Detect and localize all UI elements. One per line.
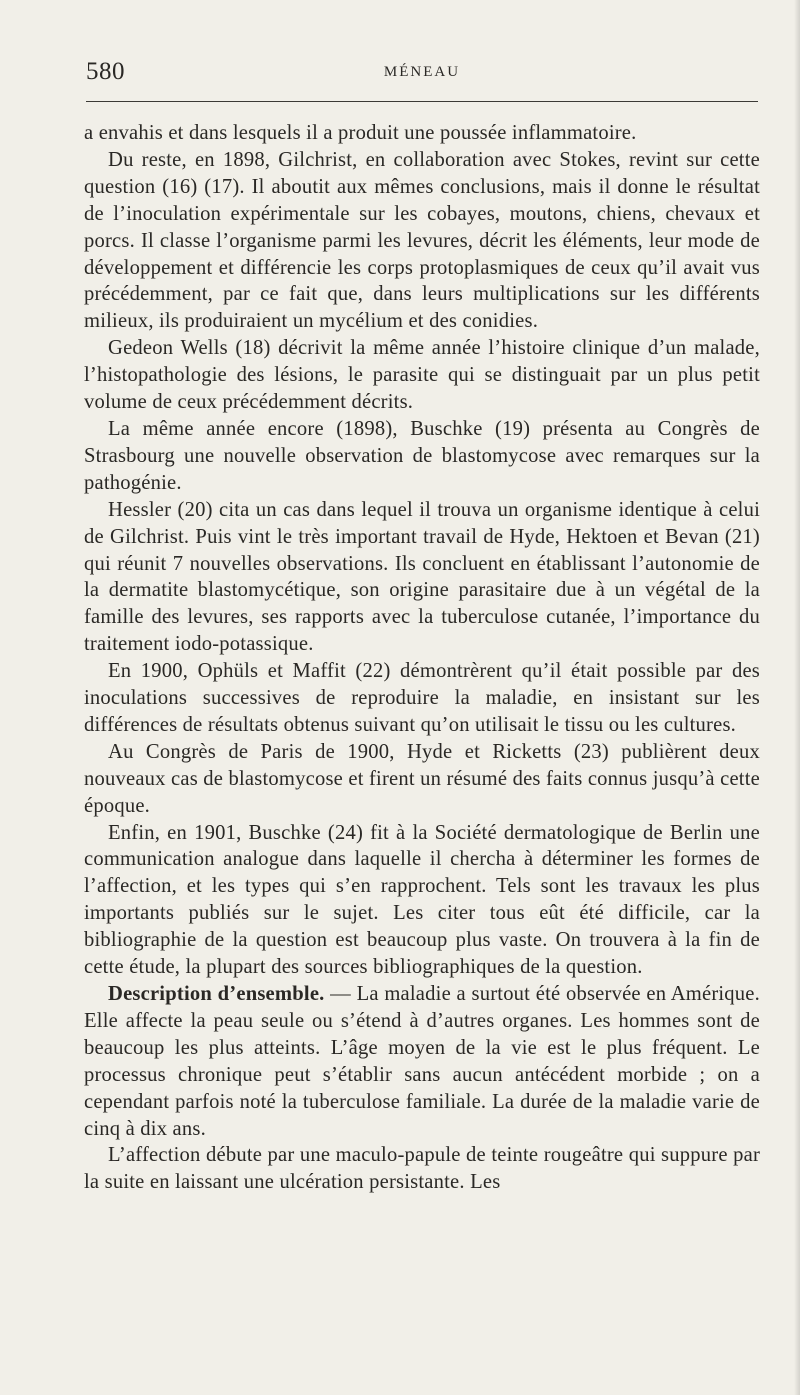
paragraph: Du reste, en 1898, Gilchrist, en collaboration avec Stokes, revint sur cette question (16) (17). Il aboutit aux mêmes conclusions, mais il donne le résultat de l’inoculation expérimentale sur les cobayes, moutons, chiens, chevaux et porcs. Il classe l’organisme parmi les levures, décrit les éléments, leur mode de développement et différencie les corps protoplasmiques de ceux qu’il avait vus précédemment, par ce fait que, dans leurs multiplications sur les différents milieux, ils produiraient un mycélium et des conidies. [84, 148, 760, 333]
page-edge [794, 0, 800, 1395]
paragraph: L’affection débute par une maculo-papule de teinte rougeâtre qui suppure par la suite en laissant une ulcération persistante. Les [84, 1144, 760, 1194]
header-rule [86, 101, 758, 102]
section-heading: Description d’ensemble. [108, 983, 325, 1005]
running-head: MÉNEAU [383, 64, 461, 80]
paragraph: Au Congrès de Paris de 1900, Hyde et Ricketts (23) publièrent deux nouveaux cas de blastomycose et firent un résumé des faits connus jusqu’à cette époque. [84, 740, 760, 817]
paragraph: Enfin, en 1901, Buschke (24) fit à la Société dermatologique de Berlin une communication analogue dans laquelle il chercha à déterminer les formes de l’affection, et les types qui s’en rapprochent. Tels sont les travaux les plus importants publiés sur le sujet. Les citer tous eût été difficile, car la bibliographie de la question est beaucoup plus vaste. On trouvera à la fin de cette étude, la plupart des sources bibliographiques de la question. [84, 821, 760, 979]
body-text [84, 120, 760, 1196]
page-header [86, 58, 758, 98]
page-number: 580 [86, 58, 125, 85]
paragraph: Hessler (20) cita un cas dans lequel il trouva un organisme identique à celui de Gilchrist. Puis vint le très important travail de Hyde, Hektoen et Bevan (21) qui réunit 7 nouvelles observations. Ils concluent en établissant l’autonomie de la dermatite blastomycétique, son origine parasitaire due à un végétal de la famille des levures, ses rapports avec la tuberculose cutanée, l’importance du traitement iodo-potassique. [84, 498, 760, 656]
paragraph: Description d’ensemble. — La maladie a surtout été observée en Amérique. Elle affecte la peau seule ou s’étend à d’autres organes. Les hommes sont de beaucoup les plus atteints. L’âge moyen de la vie est le plus fréquent. Le processus chronique peut s’établir sans aucun antécédent morbide ; on a cependant parfois noté la tuberculose familiale. La durée de la maladie varie de cinq à dix ans. [84, 983, 760, 1140]
paragraph: Gedeon Wells (18) décrivit la même année l’histoire clinique d’un malade, l’histopathologie des lésions, le parasite qui se distinguait par un plus petit volume de ceux précédemment décrits. [84, 337, 760, 414]
paragraph: a envahis et dans lesquels il a produit une poussée inflammatoire. [84, 122, 637, 144]
paragraph: En 1900, Ophüls et Maffit (22) démontrèrent qu’il était possible par des inoculations successives de reproduire la maladie, en insistant sur les différences de résultats obtenus suivant qu’on utilisait le tissu ou les cultures. [84, 660, 760, 736]
paragraph: La même année encore (1898), Buschke (19) présenta au Congrès de Strasbourg une nouvelle observation de blastomycose avec remarques sur la pathogénie. [84, 417, 760, 494]
